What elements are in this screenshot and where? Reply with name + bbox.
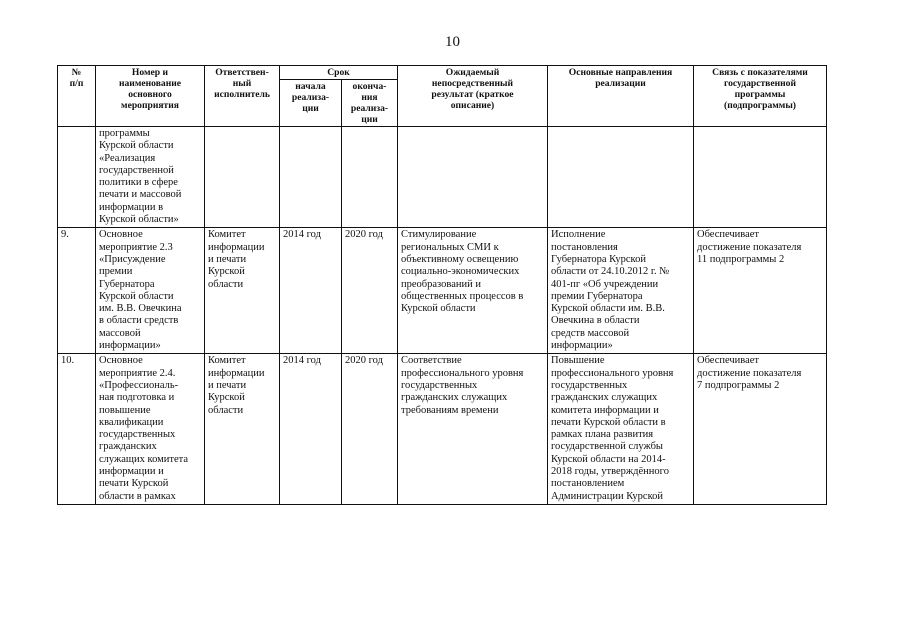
cell-end: 2020 год xyxy=(342,354,398,505)
cell-num: 9. xyxy=(58,228,96,354)
cell-executor xyxy=(205,127,280,228)
cell-executor: Комитет информации и печати Курской области xyxy=(205,228,280,354)
table-row xyxy=(58,127,827,228)
cell-result xyxy=(398,127,548,228)
cell-end: 2020 год xyxy=(342,228,398,354)
cell-link xyxy=(694,127,827,228)
header-name: Номер и наименование основного мероприятия xyxy=(96,66,205,127)
page-number: 10 xyxy=(445,34,460,50)
cell-name: Основное мероприятие 2.4. «Профессиональ- ная подготовка и повышение квалификации государственных гражданских служащих комитета информации и печати Курской области в рамках xyxy=(96,354,205,505)
header-term: Срок xyxy=(280,66,398,80)
cell-directions: Исполнение постановления Губернатора Курской области от 24.10.2012 г. № 401-пг «Об учреждении премии Губернатора Курской области им. В.В. Овечкина в области средств массовой информации» xyxy=(548,228,694,354)
cell-directions: Повышение профессионального уровня государственных гражданских служащих комитета информации и печати Курской области в рамках плана развития государственной службы Курской области на 2014- 2018 годы, утверждённого постановлением Администрации Курской xyxy=(548,354,694,505)
header-num: № п/п xyxy=(58,66,96,127)
cell-num xyxy=(58,127,96,228)
cell-link: Обеспечивает достижение показателя 11 подпрограммы 2 xyxy=(694,228,827,354)
cell-start: 2014 год xyxy=(280,228,342,354)
cell-num: 10. xyxy=(58,354,96,505)
cell-start xyxy=(280,127,342,228)
header-link: Связь с показателями государственной программы (подпрограммы) xyxy=(694,66,827,127)
header-result: Ожидаемый непосредственный результат (краткое описание) xyxy=(398,66,548,127)
cell-link: Обеспечивает достижение показателя 7 подпрограммы 2 xyxy=(694,354,827,505)
measures-table xyxy=(57,65,827,505)
cell-result: Соответствие профессионального уровня государственных гражданских служащих требованиям времени xyxy=(398,354,548,505)
cell-executor: Комитет информации и печати Курской области xyxy=(205,354,280,505)
table-row xyxy=(58,228,827,354)
header-row xyxy=(58,66,827,80)
table-row xyxy=(58,354,827,505)
header-directions: Основные направления реализации xyxy=(548,66,694,127)
cell-name: программы Курской области «Реализация государственной политики в сфере печати и массовой информации в Курской области» xyxy=(96,127,205,228)
cell-directions xyxy=(548,127,694,228)
header-term-start: начала реализа- ции xyxy=(280,80,342,127)
header-executor: Ответствен- ный исполнитель xyxy=(205,66,280,127)
cell-name: Основное мероприятие 2.3 «Присуждение премии Губернатора Курской области им. В.В. Овечкина в области средств массовой информации» xyxy=(96,228,205,354)
cell-start: 2014 год xyxy=(280,354,342,505)
cell-result: Стимулирование региональных СМИ к объективному освещению социально-экономических преобразований и общественных процессов в Курской области xyxy=(398,228,548,354)
header-term-end: оконча- ния реализа- ции xyxy=(342,80,398,127)
cell-end xyxy=(342,127,398,228)
